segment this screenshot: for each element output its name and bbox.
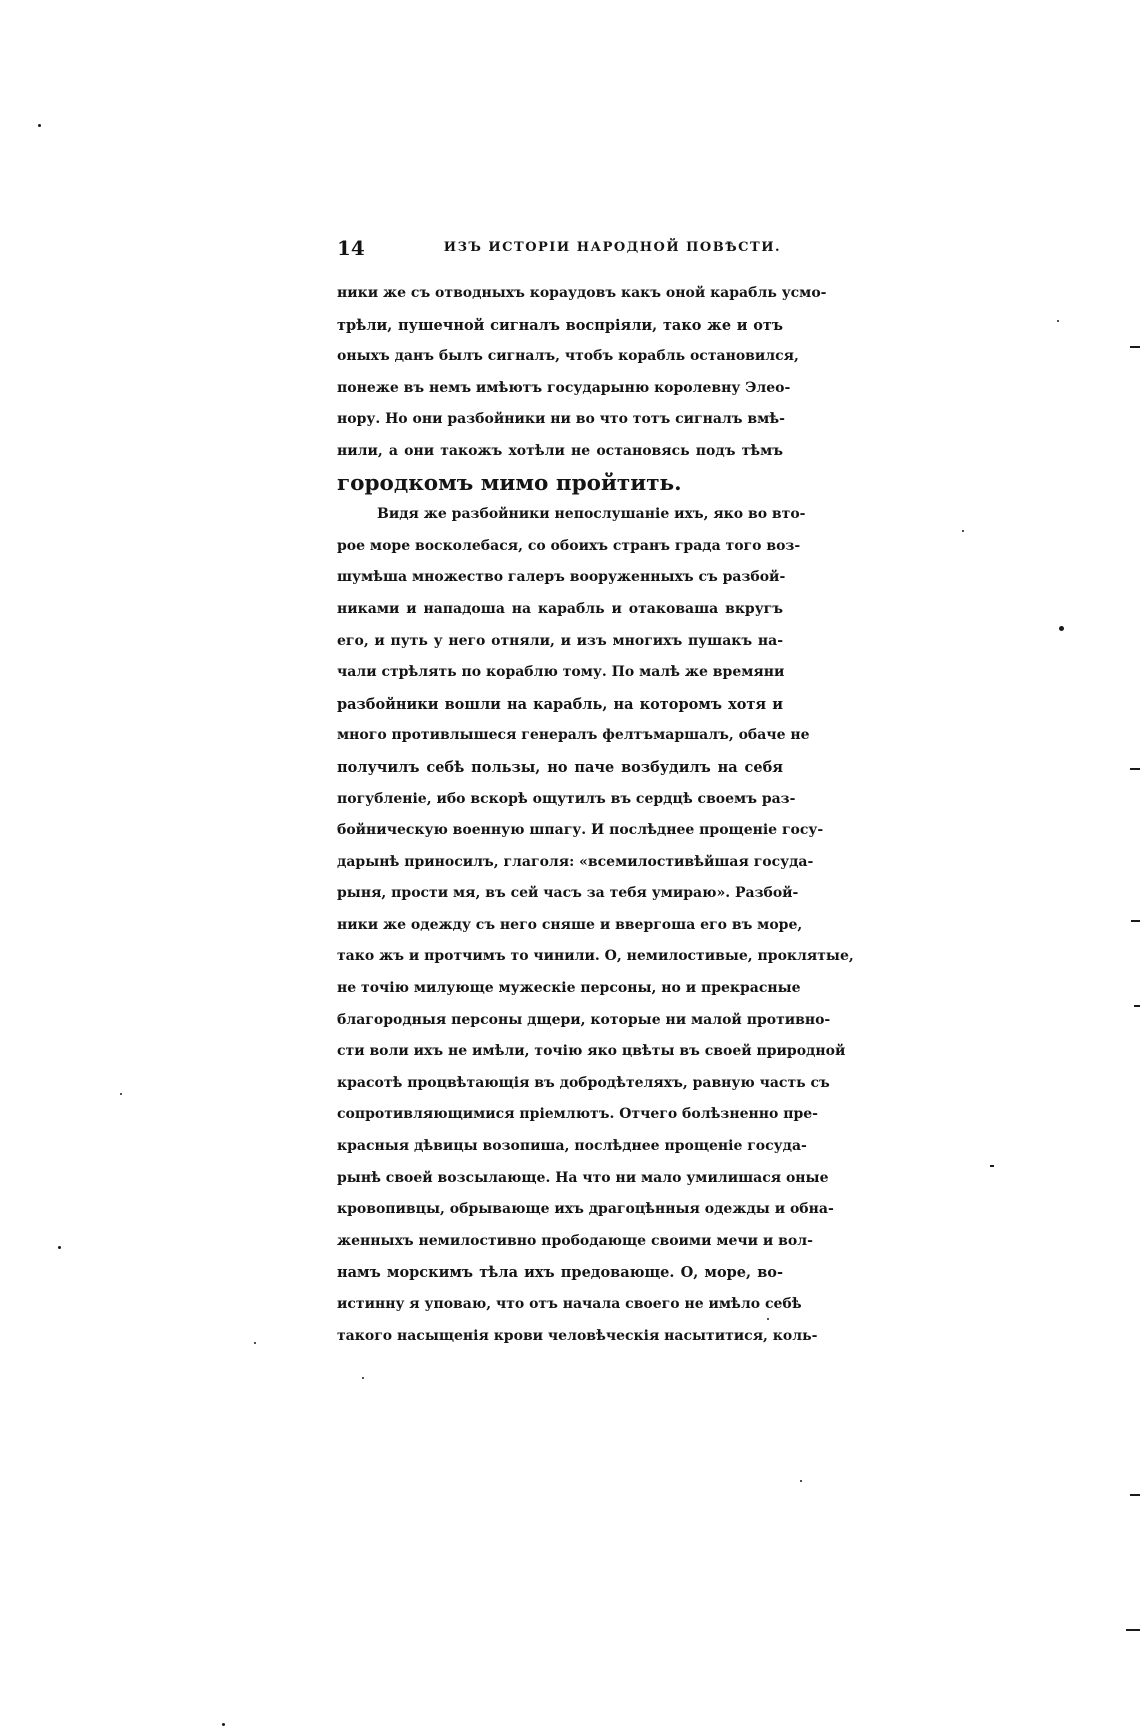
text-line: трѣли, пушечной сигналъ воспріяли, тако же и отъ [337,316,783,334]
text-line: рыня, прости мя, въ сей часъ за тебя умираю». Разбой- [337,885,799,902]
text-line: нили, а они такожъ хотѣли не остановясь подъ тѣмъ [337,442,783,459]
text-line: ники же съ отводныхъ кораудовъ какъ оной карабль усмо- [337,285,827,301]
text-line: никами и нападоша на карабль и отаковаша вкругъ [337,600,783,617]
text-line: получилъ себѣ пользы, но паче возбудилъ на себя [337,758,783,776]
text-line: понеже въ немъ имѣютъ государыню королевну Элео- [337,379,791,396]
paragraph [337,499,854,1352]
text-line: дарынѣ приносилъ, глаголя: «всемилостивѣйшая госуда- [337,853,814,870]
text-line: красотѣ процвѣтающія въ добродѣтеляхъ, равную часть съ [337,1074,830,1091]
scan-mark [990,1165,994,1167]
text-line: бойническую военную шпагу. И послѣднее прощеніе госу- [337,822,824,839]
text-line: погубленіе, ибо вскорѣ ощутилъ въ сердцѣ своемъ раз- [337,790,796,807]
scan-mark [1130,1494,1140,1496]
scan-mark [1130,768,1140,770]
scan-speck [362,1377,364,1379]
text-line: кровопивцы, обрывающе ихъ драгоцѣнныя одежды и обна- [337,1201,834,1218]
scan-mark [1126,1629,1140,1631]
text-line: такого насыщенія крови человѣческія насытитися, коль- [337,1327,818,1344]
scan-speck [1059,626,1064,631]
text-line: благородныя персоны дщери, которые ни малой противно- [337,1011,831,1028]
text-line: его, и путь у него отняли, и изъ многихъ пушакъ на- [337,632,783,649]
text-line: сопротивляющимися пріемлютъ. Отчего болѣзненно пре- [337,1106,818,1123]
text-line: намъ морскимъ тѣла ихъ предовающе. О, море, во- [337,1264,783,1282]
scan-speck [800,1480,802,1482]
page-number: 14 [337,236,365,260]
text-line: не точію милующе мужескіе персоны, но и прекрасные [337,980,801,997]
page-header [337,236,783,266]
text-line: истинну я уповаю, что отъ начала своего не имѣло себѣ [337,1296,802,1312]
paragraph [337,278,827,499]
scan-mark [1134,1005,1140,1007]
text-line: сти воли ихъ не имѣли, точію яко цвѣты въ своей природной [337,1043,846,1060]
scan-mark [1130,346,1140,348]
scan-speck [254,1342,256,1344]
text-line: Видя же разбойники непослушаніе ихъ, яко во вто- [377,506,806,523]
scan-speck [38,124,41,127]
text-line: разбойники вошли на карабль, на которомъ хотя и [337,695,783,713]
scan-speck [120,1093,122,1095]
scan-speck [58,1246,61,1249]
text-line: нору. Но они разбойники ни во что тотъ сигналъ вмѣ- [337,411,785,428]
text-line: городкомъ мимо пройтить. [337,470,682,496]
text-line: оныхъ данъ былъ сигналъ, чтобъ корабль остановился, [337,348,799,365]
text-line: много противлышеся генералъ фелтъмаршалъ, обаче не [337,727,810,744]
scan-speck [767,1318,769,1320]
scan-mark [1131,920,1140,922]
text-line: чали стрѣлять по кораблю тому. По малѣ же времяни [337,664,785,681]
text-line: ники же одежду съ него сняше и ввергоша его въ море, [337,916,803,933]
text-line: шумѣша множество галеръ вооруженныхъ съ разбой- [337,569,786,586]
scan-speck [962,530,964,532]
text-line: красныя дѣвицы возопиша, послѣднее прощеніе госуда- [337,1138,807,1155]
text-line: тако жъ и протчимъ то чинили. О, немилостивые, проклятые, [337,948,854,965]
text-line: женныхъ немилостивно прободающе своими мечи и вол- [337,1232,813,1249]
text-line: рынѣ своей возсылающе. На что ни мало умилишася оные [337,1169,829,1186]
body-text [337,278,854,1352]
scan-speck [1057,320,1059,322]
text-line: рое море восколебася, со обоихъ странъ града того воз- [337,537,801,554]
running-head: ИЗЪ ИСТОРІИ НАРОДНОЙ ПОВѢСТИ. [443,240,781,255]
